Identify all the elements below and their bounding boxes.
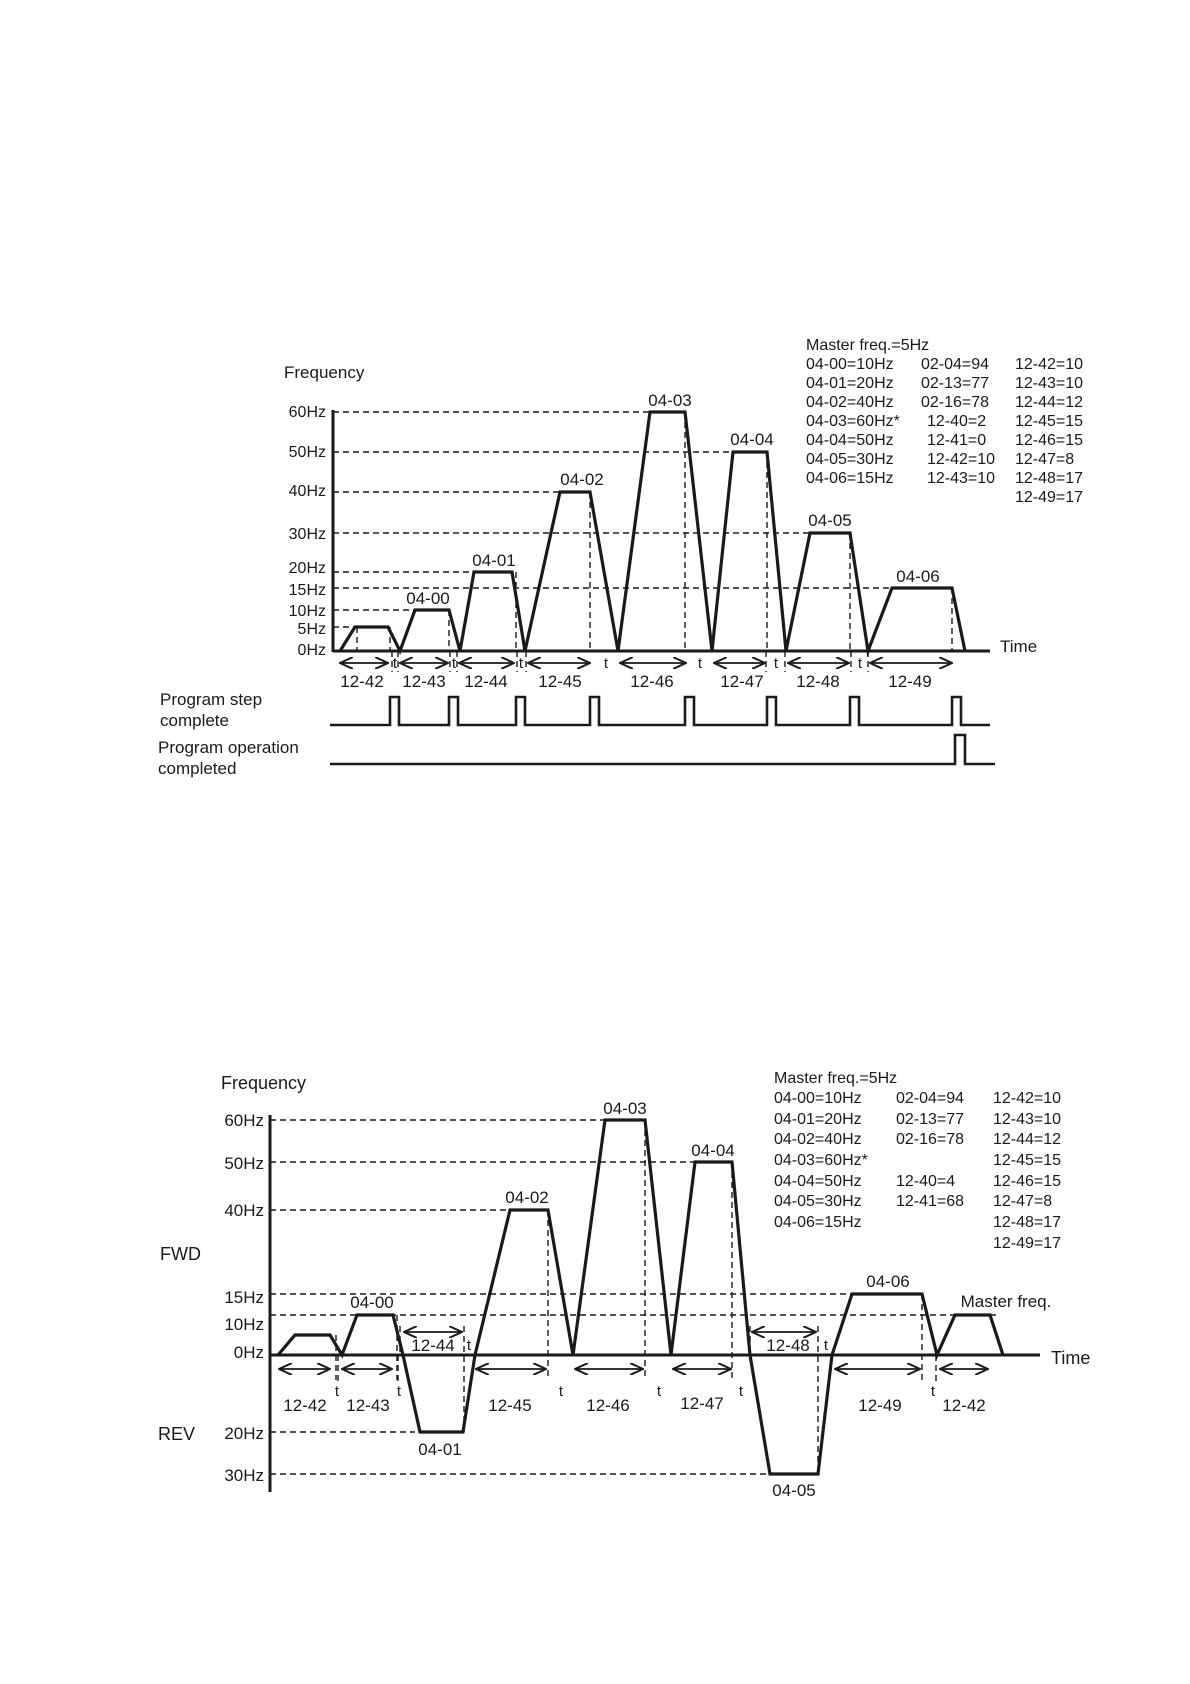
- d1-y-label: 0Hz: [297, 642, 326, 659]
- d1-t-mark: t: [773, 655, 779, 672]
- d1-y-label: 60Hz: [288, 404, 326, 421]
- d2-settings-cell: 12-47=8: [993, 1193, 1053, 1210]
- d1-y-label: 15Hz: [288, 582, 326, 599]
- d2-interval-label: 12-46: [586, 1396, 630, 1415]
- d1-interval-label: 12-43: [402, 672, 446, 691]
- d1-settings-cell: 12-42=10: [1015, 356, 1084, 373]
- d1-step-label: 04-03: [648, 391, 692, 410]
- d1-settings-cell: 02-13=77: [921, 375, 990, 392]
- d2-interval-arrows: [279, 1332, 988, 1369]
- d2-settings-rows: [774, 1090, 1061, 1252]
- d1-settings-cell: 12-47=8: [1015, 451, 1075, 468]
- d1-settings-table: [806, 337, 1083, 506]
- d1-settings-rows: [806, 356, 1083, 506]
- d2-y-label: 10Hz: [224, 1315, 264, 1334]
- d1-settings-cell: 04-06=15Hz: [806, 470, 894, 487]
- d1-step-label: 04-00: [406, 589, 450, 608]
- d2-settings-cell: 04-04=50Hz: [774, 1173, 862, 1190]
- d1-settings-cell: 04-04=50Hz: [806, 432, 894, 449]
- d2-settings-cell: 04-02=40Hz: [774, 1131, 862, 1148]
- d2-t-mark: t: [930, 1383, 936, 1400]
- d2-settings-cell: 02-04=94: [896, 1090, 965, 1107]
- d2-y-label: 50Hz: [224, 1154, 264, 1173]
- d1-settings-cell: 12-46=15: [1015, 432, 1084, 449]
- d2-step-label: 04-05: [772, 1481, 816, 1500]
- d2-interval-label: 12-45: [488, 1396, 532, 1415]
- d1-settings-cell: 02-16=78: [921, 394, 990, 411]
- d1-step-label: 04-04: [730, 430, 774, 449]
- d2-interval-label: 12-49: [858, 1396, 902, 1415]
- d1-settings-cell: 12-43=10: [927, 470, 996, 487]
- d2-y-label: 60Hz: [224, 1111, 264, 1130]
- d2-y-label: 15Hz: [224, 1288, 264, 1307]
- d1-t-mark: t: [392, 655, 398, 672]
- d2-t-mark: t: [558, 1383, 564, 1400]
- d2-y-axis-labels: [224, 1111, 264, 1485]
- d2-settings-cell: 04-01=20Hz: [774, 1111, 862, 1128]
- d2-t-mark: t: [334, 1383, 340, 1400]
- d1-step-label: 04-06: [896, 567, 940, 586]
- d2-interval-label: 12-42: [283, 1396, 327, 1415]
- d1-settings-cell: 12-42=10: [927, 451, 996, 468]
- d1-settings-cell: 12-40=2: [927, 413, 987, 430]
- d2-step-label: 04-00: [350, 1293, 394, 1312]
- d2-interval-label: 12-43: [346, 1396, 390, 1415]
- d1-settings-cell: 12-41=0: [927, 432, 987, 449]
- d2-step-label: 04-04: [691, 1141, 735, 1160]
- d2-settings-cell: 12-43=10: [993, 1111, 1062, 1128]
- d2-step-label: 04-03: [603, 1099, 647, 1118]
- d2-t-mark: t: [396, 1383, 402, 1400]
- d1-interval-label: 12-46: [630, 672, 674, 691]
- d1-y-axis-labels: [289, 404, 326, 659]
- d1-t-mark: t: [697, 655, 703, 672]
- d1-y-label: 10Hz: [288, 603, 326, 620]
- d1-interval-label: 12-49: [888, 672, 932, 691]
- d2-interval-label: 12-48: [766, 1336, 810, 1355]
- d2-interval-label: 12-44: [411, 1336, 455, 1355]
- d1-interval-label: 12-48: [796, 672, 840, 691]
- d1-settings-cell: 12-43=10: [1015, 375, 1084, 392]
- d1-interval-label: 12-47: [720, 672, 764, 691]
- d2-settings-cell: 12-44=12: [993, 1131, 1062, 1148]
- d1-signal1-trace: [330, 697, 990, 725]
- d1-settings-cell: 12-48=17: [1015, 470, 1084, 487]
- d2-settings-cell: 12-46=15: [993, 1173, 1062, 1190]
- d1-y-label: 20Hz: [288, 560, 326, 577]
- d1-settings-cell: 04-05=30Hz: [806, 451, 894, 468]
- d1-y-label: 40Hz: [288, 483, 326, 500]
- d1-settings-header: Master freq.=5Hz: [806, 337, 930, 354]
- d2-y-label: 40Hz: [224, 1201, 264, 1220]
- d1-y-label: 30Hz: [288, 526, 326, 543]
- d2-t-mark: t: [823, 1337, 829, 1354]
- d2-settings-cell: 04-00=10Hz: [774, 1090, 862, 1107]
- d2-step-label: 04-02: [505, 1188, 549, 1207]
- d1-time-label: Time: [1000, 637, 1038, 656]
- d1-signal1-label-line2: complete: [160, 711, 229, 730]
- d1-y-label: 50Hz: [288, 444, 326, 461]
- d1-t-mark: t: [857, 655, 863, 672]
- d2-settings-cell: 12-42=10: [993, 1090, 1062, 1107]
- d1-signal2-trace: [330, 735, 995, 764]
- d2-step-labels: [350, 1099, 1051, 1500]
- d1-settings-cell: 04-01=20Hz: [806, 375, 894, 392]
- d2-step-label: 04-01: [418, 1440, 462, 1459]
- d1-settings-cell: 04-03=60Hz*: [806, 413, 900, 430]
- d1-settings-cell: 12-45=15: [1015, 413, 1084, 430]
- diagram-2: [158, 1070, 1090, 1500]
- d2-t-mark: t: [466, 1337, 472, 1354]
- d2-settings-cell: 12-40=4: [896, 1173, 956, 1190]
- diagram-1: [158, 337, 1083, 778]
- d1-signal2-label-line1: Program operation: [158, 738, 299, 757]
- d1-interval-label: 12-42: [340, 672, 384, 691]
- d2-settings-cell: 04-03=60Hz*: [774, 1152, 868, 1169]
- d2-step-label: 04-06: [866, 1272, 910, 1291]
- d2-settings-table: [774, 1070, 1061, 1252]
- d2-interval-label: 12-42: [942, 1396, 986, 1415]
- d1-step-label: 04-05: [808, 511, 852, 530]
- d2-settings-cell: 12-49=17: [993, 1235, 1062, 1252]
- d1-step-label: 04-01: [472, 551, 516, 570]
- d1-settings-cell: 04-00=10Hz: [806, 356, 894, 373]
- d1-step-label: 04-02: [560, 470, 604, 489]
- d2-y-label: 0Hz: [233, 1343, 264, 1362]
- d2-interval-label: 12-47: [680, 1394, 724, 1413]
- d2-settings-cell: 04-05=30Hz: [774, 1193, 862, 1210]
- d1-settings-cell: 02-04=94: [921, 356, 990, 373]
- d2-y-label: 20Hz: [224, 1424, 264, 1443]
- d1-t-mark: t: [518, 655, 524, 672]
- d2-settings-cell: 02-13=77: [896, 1111, 965, 1128]
- d2-settings-cell: 12-41=68: [896, 1193, 965, 1210]
- d1-settings-cell: 12-44=12: [1015, 394, 1084, 411]
- d1-signal1-label-line1: Program step: [160, 690, 263, 709]
- d1-signal-operation-completed: [158, 735, 995, 778]
- d1-settings-cell: 12-49=17: [1015, 489, 1084, 506]
- d2-y-label: 30Hz: [224, 1466, 264, 1485]
- d2-time-label: Time: [1051, 1348, 1091, 1368]
- d2-time-interval-labels: [283, 1336, 985, 1415]
- d1-interval-label: 12-44: [464, 672, 508, 691]
- d2-fwd-label: FWD: [160, 1244, 201, 1264]
- d2-settings-cell: 02-16=78: [896, 1131, 965, 1148]
- d2-master-freq-label: Master freq.: [960, 1292, 1052, 1311]
- d1-settings-cell: 04-02=40Hz: [806, 394, 894, 411]
- d1-interval-label: 12-45: [538, 672, 582, 691]
- d2-settings-cell: 12-45=15: [993, 1152, 1062, 1169]
- d2-settings-cell: 04-06=15Hz: [774, 1214, 862, 1231]
- d1-signal-step-complete: [160, 690, 990, 730]
- d1-y-label: 5Hz: [297, 621, 326, 638]
- d1-frequency-label: Frequency: [284, 363, 365, 382]
- d2-settings-header: Master freq.=5Hz: [774, 1070, 898, 1087]
- d1-signal2-label-line2: completed: [158, 759, 237, 778]
- d2-settings-cell: 12-48=17: [993, 1214, 1062, 1231]
- d1-t-mark: t: [451, 655, 457, 672]
- d2-t-mark: t: [738, 1383, 744, 1400]
- d1-time-interval-labels: [340, 672, 931, 691]
- d2-rev-label: REV: [158, 1424, 196, 1444]
- d1-t-mark: t: [603, 655, 609, 672]
- d2-t-mark: t: [656, 1383, 662, 1400]
- d2-frequency-label: Frequency: [221, 1073, 307, 1093]
